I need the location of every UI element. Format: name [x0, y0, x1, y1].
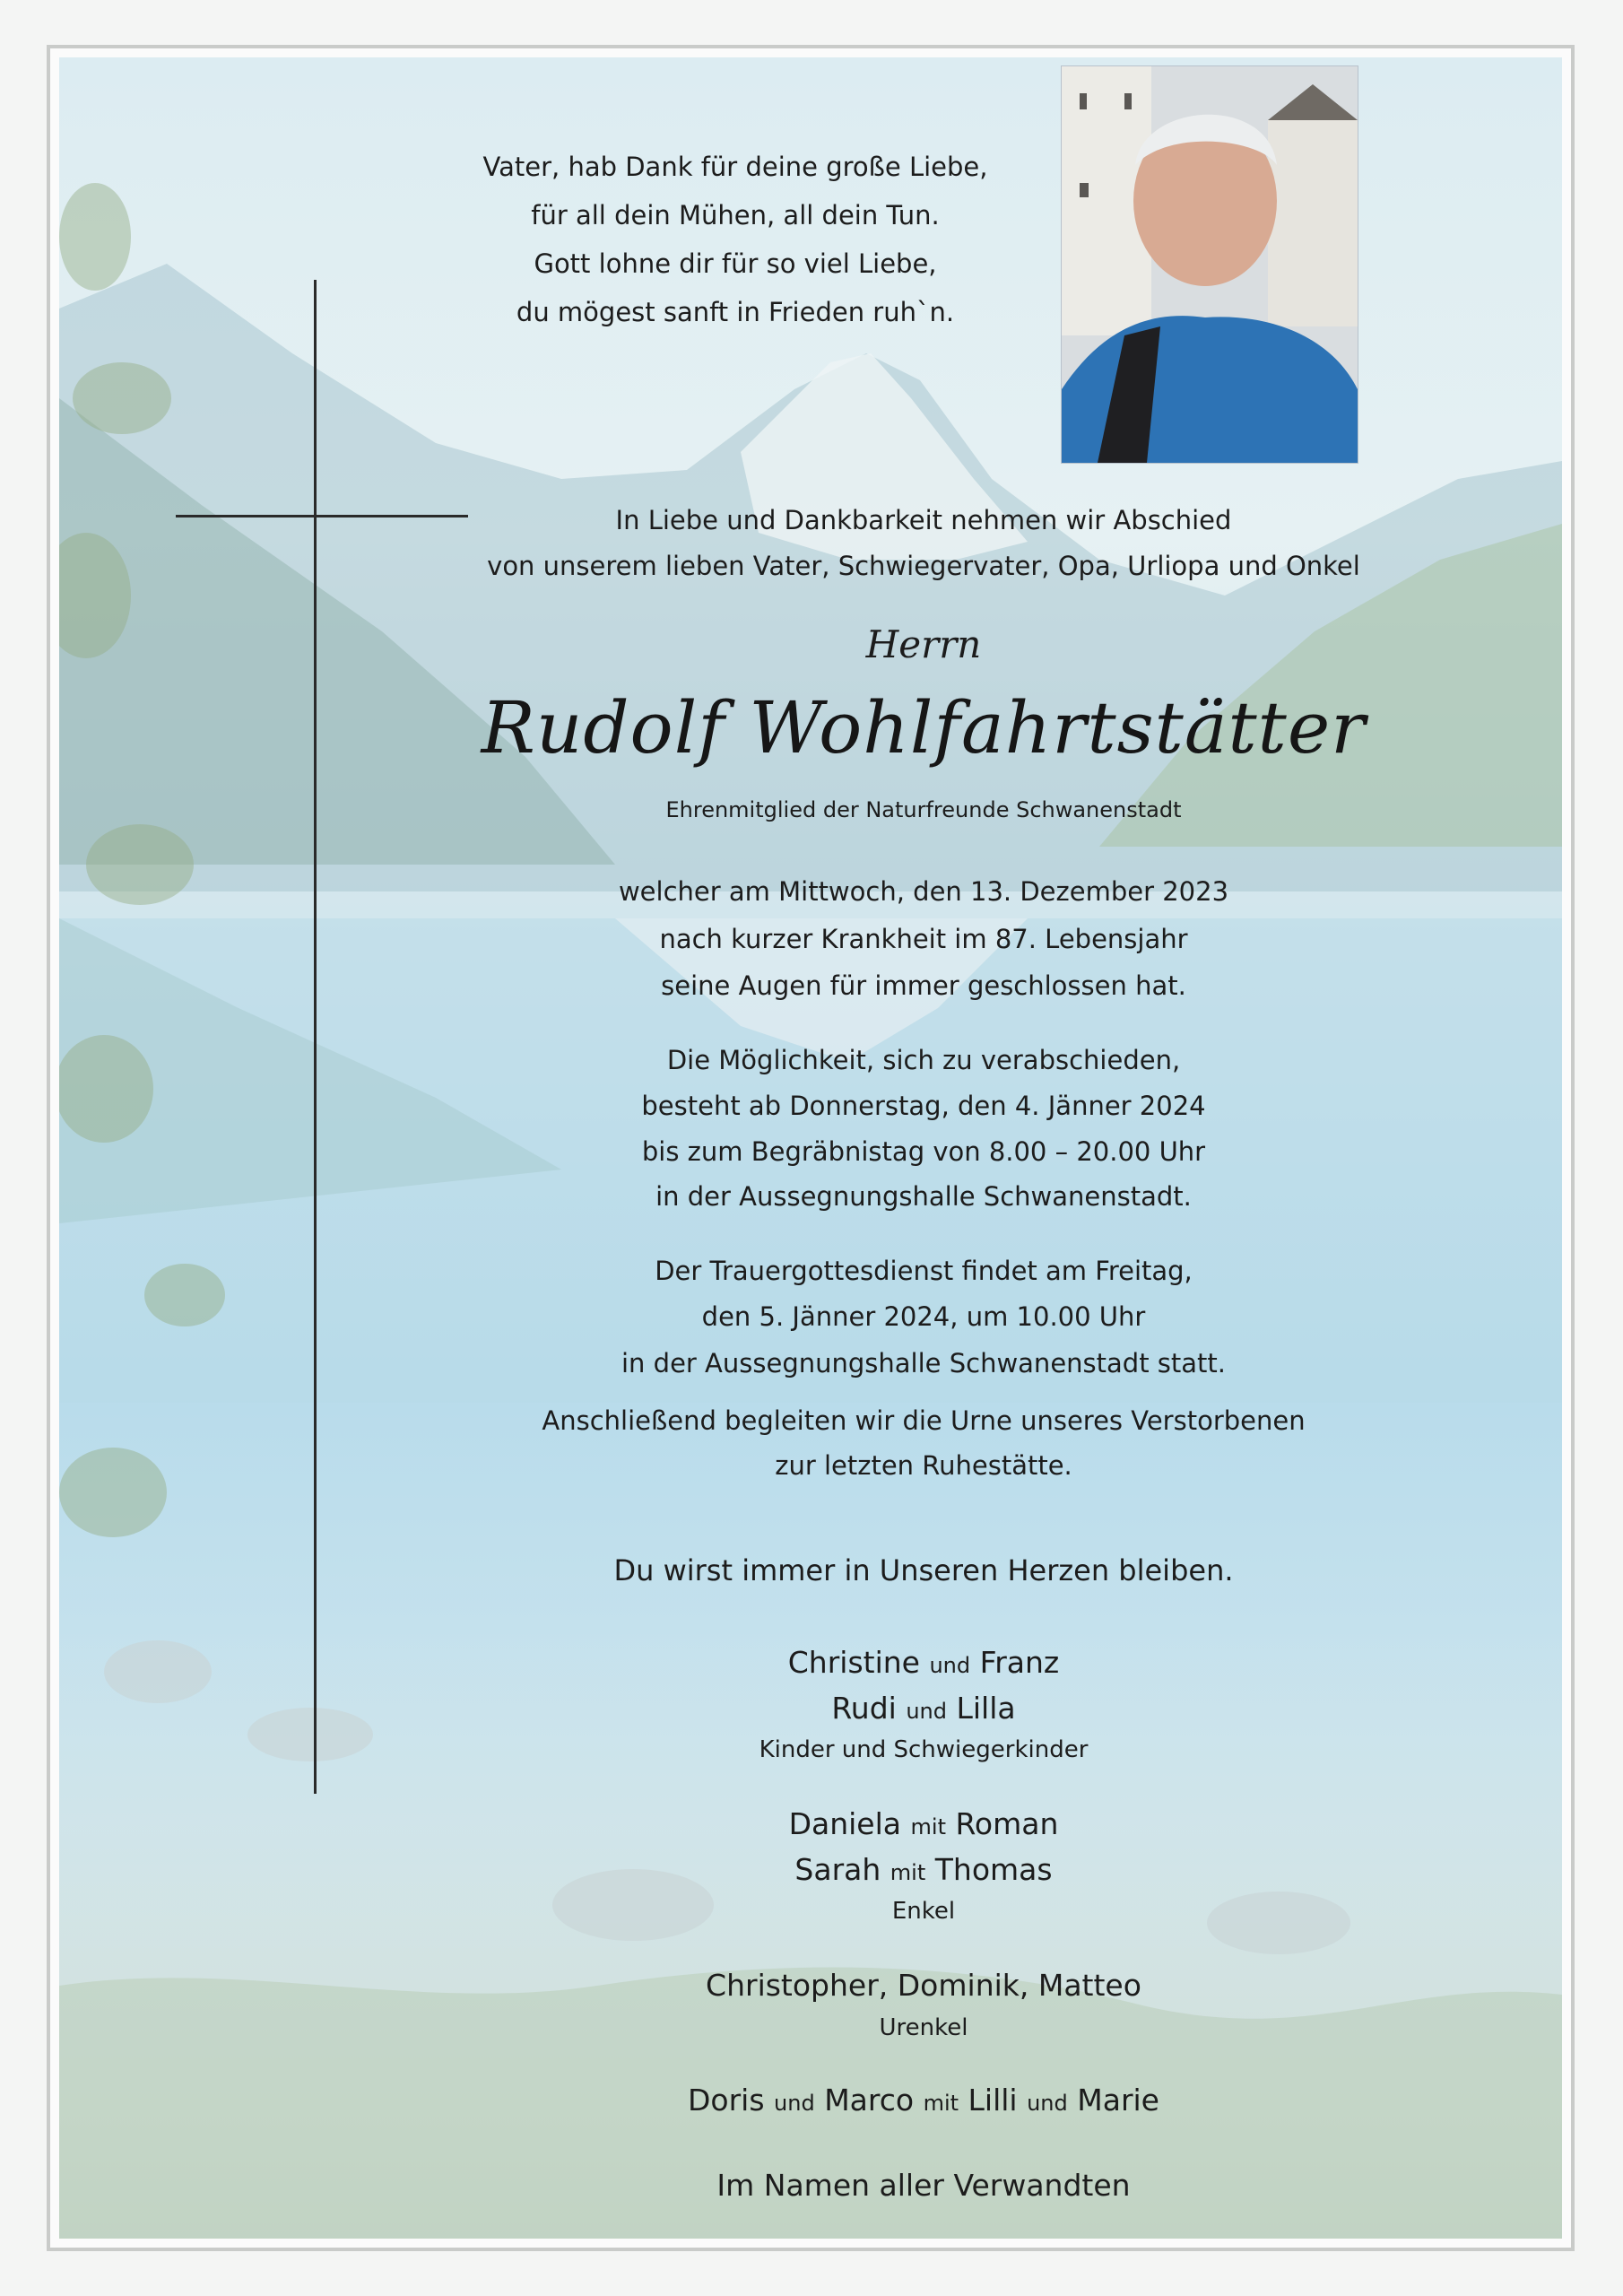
family-name: Franz — [979, 1645, 1060, 1680]
family-conjunction: und — [929, 1653, 971, 1678]
portrait-illustration — [1062, 66, 1358, 463]
urn-line-2: zur letzten Ruhestätte. — [775, 1450, 1072, 1481]
portrait-photo — [1061, 65, 1358, 464]
verse-line-4: du mögest sanft in Frieden ruh`n. — [516, 297, 955, 327]
family-name: Doris — [688, 2083, 765, 2118]
verse-line-1: Vater, hab Dank für deine große Liebe, — [482, 152, 988, 182]
farewell-line-1: Die Möglichkeit, sich zu verabschieden, — [666, 1045, 1181, 1075]
relation-children: Kinder und Schwiegerkinder — [759, 1736, 1089, 1763]
farewell-line-2: besteht ab Donnerstag, den 4. Jänner 2024 — [641, 1091, 1206, 1121]
verse-line-3: Gott lohne dir für so viel Liebe, — [534, 248, 937, 279]
family-name: Rudi — [831, 1691, 897, 1726]
family-name: Daniela — [788, 1806, 902, 1841]
family-name: Roman — [955, 1806, 1059, 1841]
farewell-line-4: in der Aussegnungshalle Schwanenstadt. — [655, 1181, 1192, 1212]
relation-grandchildren: Enkel — [891, 1898, 956, 1925]
family-line-grandchildren-1 — [556, 1806, 1291, 1841]
family-name: Lilla — [956, 1691, 1016, 1726]
service-line-2: den 5. Jänner 2024, um 10.00 Uhr — [701, 1301, 1146, 1332]
family-line-others — [556, 2083, 1291, 2118]
closing-line: Im Namen aller Verwandten — [716, 2168, 1131, 2203]
farewell-line-3: bis zum Begräbnistag von 8.00 – 20.00 Uhr — [641, 1136, 1206, 1167]
death-notice-line-3: seine Augen für immer geschlossen hat. — [661, 970, 1186, 1001]
intro-line-1: In Liebe und Dankbarkeit nehmen wir Abschied — [615, 505, 1232, 535]
family-name: Christine — [787, 1645, 920, 1680]
salutation: Herrn — [865, 622, 982, 666]
urn-line-1: Anschließend begleiten wir die Urne unseres Verstorbenen — [542, 1405, 1306, 1436]
family-line-children-1 — [556, 1645, 1291, 1680]
death-notice-line-2: nach kurzer Krankheit im 87. Lebensjahr — [659, 924, 1188, 954]
death-notice-line-1: welcher am Mittwoch, den 13. Dezember 2023 — [618, 876, 1229, 907]
family-name: Marie — [1077, 2083, 1159, 2118]
family-conjunction: und — [1027, 2091, 1068, 2116]
honorary-title: Ehrenmitglied der Naturfreunde Schwanenstadt — [665, 797, 1182, 822]
family-conjunction: und — [774, 2091, 815, 2116]
family-conjunction: mit — [923, 2091, 959, 2116]
family-line-children-2 — [556, 1691, 1291, 1726]
verse-line-2: für all dein Mühen, all dein Tun. — [531, 200, 940, 230]
intro-line-2: von unserem lieben Vater, Schwiegervater, Opa, Urliopa und Onkel — [487, 551, 1360, 581]
family-conjunction: und — [906, 1699, 947, 1724]
service-line-1: Der Trauergottesdienst findet am Freitag, — [655, 1256, 1193, 1286]
family-line-great-grandchildren: Christopher, Dominik, Matteo — [706, 1968, 1141, 2003]
family-line-grandchildren-2 — [556, 1852, 1291, 1887]
relation-great-grandchildren: Urenkel — [879, 2014, 968, 2041]
cross-vertical-bar — [314, 280, 317, 1794]
family-conjunction: mit — [890, 1860, 926, 1885]
family-conjunction: mit — [910, 1814, 946, 1839]
deceased-name: Rudolf Wohlfahrtstätter — [481, 686, 1367, 770]
service-line-3: in der Aussegnungshalle Schwanenstadt statt. — [621, 1348, 1226, 1378]
family-name: Sarah — [794, 1852, 881, 1887]
family-name: Thomas — [934, 1852, 1053, 1887]
memorial-quote: Du wirst immer in Unseren Herzen bleiben. — [613, 1553, 1234, 1587]
cross-horizontal-bar — [176, 515, 468, 517]
family-name: Lilli — [968, 2083, 1018, 2118]
family-name: Marco — [824, 2083, 915, 2118]
